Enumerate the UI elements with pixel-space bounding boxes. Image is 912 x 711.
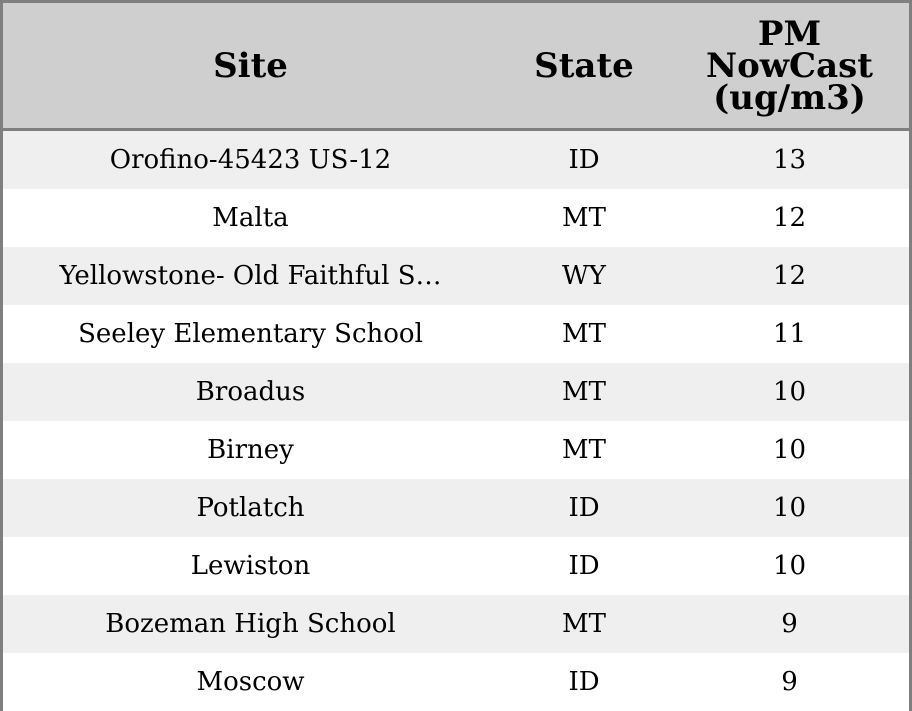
cell-pm-nowcast: 9 [670,653,909,711]
cell-pm-nowcast: 12 [670,189,909,247]
table-row [3,189,909,247]
cell-pm-nowcast: 11 [670,305,909,363]
cell-state: ID [498,130,670,190]
cell-site: Birney [3,421,498,479]
table-row [3,537,909,595]
cell-state: MT [498,189,670,247]
cell-state: ID [498,653,670,711]
header-pm-line-2: NowCast [706,45,873,86]
cell-state: ID [498,479,670,537]
header-state [498,3,670,130]
cell-state: MT [498,305,670,363]
table-row [3,363,909,421]
table-row [3,247,909,305]
cell-site: Orofino-45423 US-12 [3,130,498,190]
cell-pm-nowcast: 10 [670,363,909,421]
cell-site: Malta [3,189,498,247]
cell-state: MT [498,421,670,479]
cell-state: MT [498,363,670,421]
cell-site: Broadus [3,363,498,421]
cell-pm-nowcast: 10 [670,421,909,479]
cell-site: Potlatch [3,479,498,537]
table-body [3,130,909,711]
cell-pm-nowcast: 10 [670,537,909,595]
header-pm-line-1: PM [757,13,822,54]
table-row [3,130,909,190]
header-row [3,3,909,130]
table-row [3,595,909,653]
cell-state: WY [498,247,670,305]
cell-pm-nowcast: 12 [670,247,909,305]
cell-pm-nowcast: 13 [670,130,909,190]
header-site [3,3,498,130]
cell-site: Yellowstone- Old Faithful S… [3,247,498,305]
cell-site: Moscow [3,653,498,711]
table-row [3,479,909,537]
cell-state: ID [498,537,670,595]
table-row [3,421,909,479]
table-row [3,305,909,363]
cell-pm-nowcast: 9 [670,595,909,653]
header-state-line: State [534,45,634,86]
header-site-line: Site [213,45,288,86]
cell-state: MT [498,595,670,653]
cell-site: Seeley Elementary School [3,305,498,363]
header-pm-line-3: (ug/m3) [713,77,866,118]
pm-nowcast-table [3,3,909,711]
cell-pm-nowcast: 10 [670,479,909,537]
table-row [3,653,909,711]
header-pm-nowcast [670,3,909,130]
cell-site: Bozeman High School [3,595,498,653]
cell-site: Lewiston [3,537,498,595]
